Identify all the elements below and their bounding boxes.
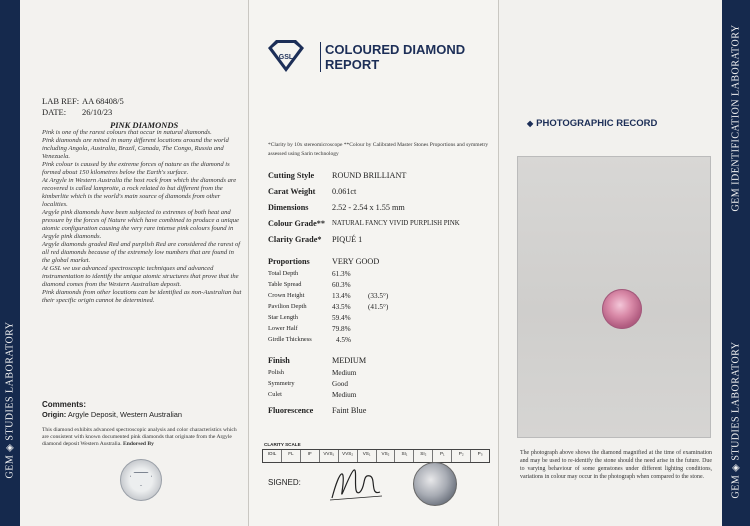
paragraph: Pink is one of the rarest colours that occur in natural diamonds. bbox=[42, 129, 212, 136]
clarity-grade: P₂ bbox=[452, 450, 471, 462]
finish-value: MEDIUM bbox=[332, 356, 367, 365]
left-brand-stripe bbox=[0, 0, 20, 526]
pink-diamonds-text bbox=[42, 129, 242, 305]
pavilion-angle-value: (41.5°) bbox=[368, 303, 389, 311]
diamond-photo bbox=[517, 156, 711, 438]
signature-icon bbox=[326, 462, 386, 504]
lower-half-label: Lower Half bbox=[268, 325, 298, 332]
clarity-grade: SI₁ bbox=[395, 450, 414, 462]
colour-value: NATURAL FANCY VIVID PURPLISH PINK bbox=[332, 220, 460, 227]
paragraph: Argyle pink diamonds have been subjected to extremes of both heat and pressure by the forces of Nature which have combined to produce a unique atomic configuration causing the very rare intense pink colours found in Argyle pink diamonds. bbox=[42, 209, 239, 240]
colour-label: Colour Grade** bbox=[268, 219, 325, 228]
gsl-logo-icon bbox=[262, 38, 310, 78]
origin-line bbox=[42, 410, 182, 419]
clarity-label: Clarity Grade* bbox=[268, 235, 322, 244]
paragraph: Argyle diamonds graded Red and purplish Red are considered the rarest of all red diamonds because of the extremely low numbers that are found in the global market. bbox=[42, 241, 241, 264]
total-depth-value: 61.3% bbox=[332, 270, 351, 278]
origin-label: Origin: bbox=[42, 410, 67, 419]
report-title-line1: COLOURED DIAMOND bbox=[325, 42, 466, 57]
right-brand-text-bottom: GEM ◈ STUDIES LABORATORY bbox=[730, 341, 742, 499]
hologram-seal-icon bbox=[413, 462, 457, 506]
lab-ref-value: AA 68408/5 bbox=[82, 96, 124, 106]
lower-half-value: 79.8% bbox=[332, 325, 351, 333]
pink-diamond-icon bbox=[602, 289, 642, 329]
crown-height-label: Crown Height bbox=[268, 292, 305, 299]
proportions-label: Proportions bbox=[268, 257, 310, 266]
clarity-scale-heading: CLARITY SCALE bbox=[264, 442, 301, 447]
symmetry-label: Symmetry bbox=[268, 380, 295, 387]
proportions-value: VERY GOOD bbox=[332, 257, 380, 266]
comments-heading: Comments: bbox=[42, 400, 87, 409]
paragraph: At Argyle in Western Australia the host rock from which the diamonds are recovered is called lamproite, a rock related to but different from the kimberlite which is the world's main source of diamonds from other localities. bbox=[42, 177, 237, 208]
table-spread-value: 60.3% bbox=[332, 281, 351, 289]
lab-ref-label: LAB REF: bbox=[42, 96, 80, 106]
right-brand-text-top: GEM IDENTIFICATION LABORATORY bbox=[730, 24, 742, 212]
footnote: This diamond exhibits advanced spectroscopic analysis and color characteristics which are consistent with known documented pink diamonds that originate from the Argyle diamond deposit Western Australia. bbox=[42, 427, 237, 447]
girdle-label: Girdle Thickness bbox=[268, 336, 312, 343]
clarity-grade: VVS₂ bbox=[339, 450, 358, 462]
pavilion-depth-value: 43.5% bbox=[332, 303, 351, 311]
paragraph: At GSL we use advanced spectroscopic techniques and advanced instrumentation to identify the unique atomic structures that prove that the diamond comes from the Western Australian deposit. bbox=[42, 265, 239, 288]
girdle-value: 4.5% bbox=[336, 336, 351, 344]
logo-text: GSL bbox=[278, 54, 294, 61]
clarity-scale bbox=[262, 449, 490, 463]
clarity-grade: VS₁ bbox=[358, 450, 377, 462]
fluorescence-value: Faint Blue bbox=[332, 406, 367, 415]
polish-label: Polish bbox=[268, 369, 284, 376]
clarity-grade: FL bbox=[282, 450, 301, 462]
finish-label: Finish bbox=[268, 356, 290, 365]
clarity-grade: IOIL bbox=[263, 450, 282, 462]
endorsement-seal-icon bbox=[120, 459, 162, 501]
star-length-value: 59.4% bbox=[332, 314, 351, 322]
crown-angle-value: (33.5°) bbox=[368, 292, 389, 300]
paragraph: Pink diamonds are mined in many different locations around the world including Angola, Australia, Brazil, Canada, The Congo, Russia and Venezuela. bbox=[42, 137, 229, 160]
clarity-grade: SI₂ bbox=[414, 450, 433, 462]
clarity-grade: IF bbox=[301, 450, 320, 462]
paragraph: Pink diamonds from other locations can be identified as non-Australian but their specific origin cannot be determined. bbox=[42, 289, 242, 304]
right-brand-stripe bbox=[722, 0, 750, 526]
clarity-grade: VS₂ bbox=[377, 450, 396, 462]
star-length-label: Star Length bbox=[268, 314, 298, 321]
endorsed-label: Endorsed By bbox=[123, 441, 154, 447]
table-spread-label: Table Spread bbox=[268, 281, 302, 288]
diamond-icon: ◆ bbox=[527, 119, 534, 128]
report-title-line2: REPORT bbox=[325, 57, 380, 72]
diamond-icon bbox=[130, 472, 152, 486]
left-brand-text: GEM ◈ STUDIES LABORATORY bbox=[4, 321, 16, 479]
total-depth-label: Total Depth bbox=[268, 270, 299, 277]
clarity-grade: VVS₁ bbox=[320, 450, 339, 462]
culet-value: Medium bbox=[332, 391, 357, 399]
date-label: DATE: bbox=[42, 107, 67, 117]
dimensions-label: Dimensions bbox=[268, 203, 309, 212]
pink-diamonds-title: PINK DIAMONDS bbox=[110, 120, 179, 130]
date-value: 26/10/23 bbox=[82, 107, 113, 117]
photo-caption: The photograph above shows the diamond magnified at the time of examination and may be used to re-identify the stone should the need arise in the future. Due to varying behaviour of some gemstones under different lighting conditions, variations in colour may occur in the photograph when compared to the stone. bbox=[520, 450, 712, 480]
clarity-grade: P₃ bbox=[477, 451, 483, 456]
paragraph: Pink colour is caused by the extreme forces of nature as the diamond is formed about 150 kilometres below the Earth's surface. bbox=[42, 161, 230, 176]
endorsement-note bbox=[42, 427, 242, 448]
clarity-value: PIQUÉ 1 bbox=[332, 235, 363, 244]
photographic-record-heading bbox=[527, 118, 657, 129]
culet-label: Culet bbox=[268, 391, 282, 398]
clarity-grade: P₁ bbox=[433, 450, 452, 462]
carat-value: 0.061ct bbox=[332, 187, 357, 196]
report-title bbox=[320, 42, 465, 72]
lab-ref-block bbox=[42, 96, 124, 118]
signed-label: SIGNED: bbox=[268, 478, 301, 487]
grading-note: *Clarity by 10x stereomicroscope **Colour by Calibrated Master Stones Proportions and symmetry assessed using Sarin technology bbox=[268, 142, 489, 157]
photographic-record-title: PHOTOGRAPHIC RECORD bbox=[536, 118, 658, 129]
symmetry-value: Good bbox=[332, 380, 348, 388]
origin-value: Argyle Deposit, Western Australian bbox=[67, 410, 182, 419]
dimensions-value: 2.52 - 2.54 x 1.55 mm bbox=[332, 203, 405, 212]
polish-value: Medium bbox=[332, 369, 357, 377]
cutting-style-label: Cutting Style bbox=[268, 171, 315, 180]
cutting-style-value: ROUND BRILLIANT bbox=[332, 171, 407, 180]
pavilion-depth-label: Pavilion Depth bbox=[268, 303, 307, 310]
fluorescence-label: Fluorescence bbox=[268, 406, 314, 415]
crown-height-value: 13.4% bbox=[332, 292, 351, 300]
carat-label: Carat Weight bbox=[268, 187, 316, 196]
